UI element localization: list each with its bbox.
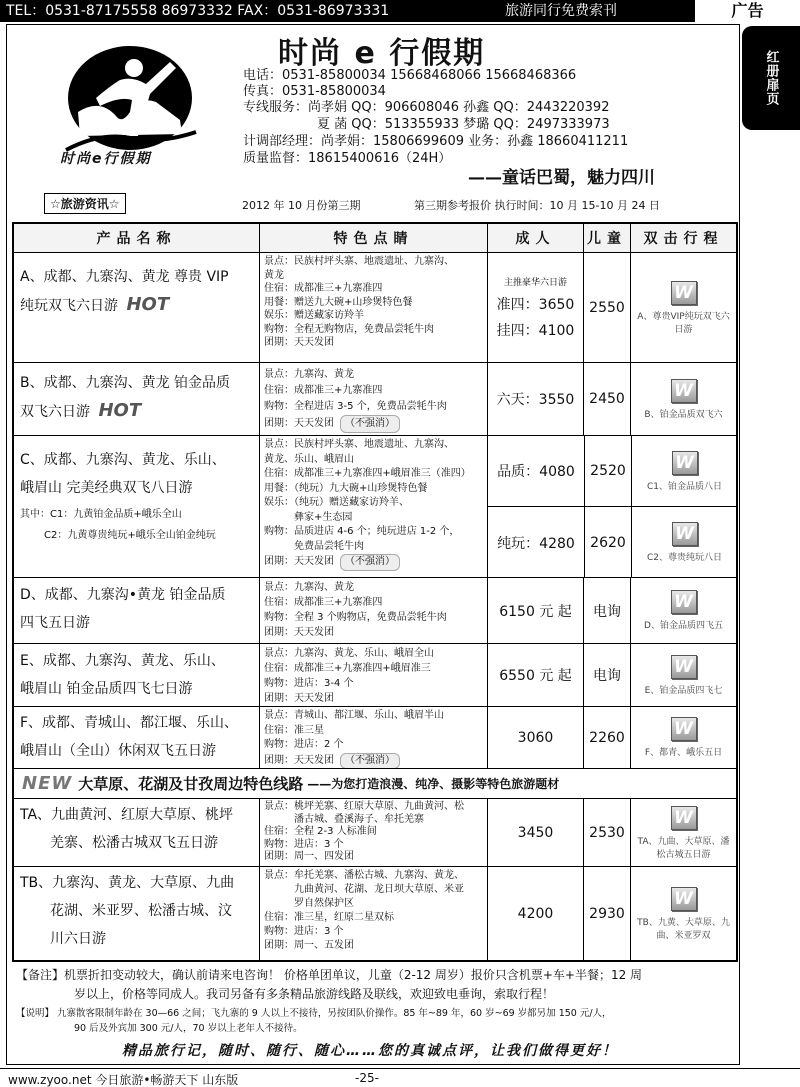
header-child: 儿童 bbox=[583, 224, 630, 252]
feature-line: 用餐：赠送九大碗+山珍煲特色餐 bbox=[264, 296, 413, 308]
no-forced-shopping-badge: （不强消） bbox=[340, 554, 400, 571]
price-table bbox=[12, 222, 738, 962]
notes-line: 90 后及外宾加 300 元/人，70 岁以上老年人不接待。 bbox=[74, 1023, 303, 1034]
feature-line: 用餐：（纯玩）九大碗+山珍煲特色餐 bbox=[264, 482, 428, 494]
word-doc-icon[interactable]: W bbox=[671, 806, 697, 830]
product-sub-line: C2：九黄尊贵纯玩+峨乐全山铂金纯玩 bbox=[44, 530, 216, 541]
feature-line: 黄龙 bbox=[264, 269, 284, 281]
feature-line: 景点：民族村坪头寨、地震遗址、九寨沟、 bbox=[264, 439, 454, 450]
footer-site: www.zyoo.net 今日旅游•畅游天下 山东版 bbox=[8, 1073, 239, 1087]
adult-price: 6150 元 起 bbox=[487, 578, 583, 643]
feature-line: 九曲黄河、花湖、龙日坝大草原、米亚 bbox=[294, 884, 464, 895]
feature-line: 住宿：成都准三+九寨准四 bbox=[264, 385, 383, 396]
sub-product-group bbox=[487, 436, 736, 577]
product-name-line: 纯玩双飞六日游 bbox=[20, 298, 118, 314]
table-row bbox=[14, 643, 736, 706]
table-header bbox=[14, 224, 736, 252]
word-doc-icon[interactable]: W bbox=[671, 379, 697, 403]
feature-line: 免费品尝牦牛肉 bbox=[294, 540, 364, 552]
contact-service-1: 专线服务：尚孝娟 QQ：906608046 孙鑫 QQ：2443220392 bbox=[243, 100, 610, 115]
feature-list bbox=[259, 867, 487, 960]
feature-line: 团期：周一、五发团 bbox=[264, 940, 354, 951]
child-price: 2260 bbox=[583, 707, 630, 768]
adult-price: 3060 bbox=[487, 707, 583, 768]
no-forced-shopping-badge: （不强消） bbox=[340, 415, 400, 433]
feature-list bbox=[259, 436, 487, 577]
feature-line: 购物：全程 3 个购物店，免费品尝牦牛肉 bbox=[264, 612, 447, 623]
feature-list bbox=[259, 363, 487, 435]
feature-line: 购物：全程进店 3-5 个，免费品尝牦牛肉 bbox=[264, 401, 447, 412]
price-value: 挂四：4100 bbox=[496, 323, 575, 339]
child-price: 电询 bbox=[583, 644, 630, 706]
price-value: 准四：3650 bbox=[496, 297, 575, 313]
feature-line: 团期：天天发团 bbox=[264, 418, 334, 429]
feature-line: 景点：民族村坪头寨、地震遗址、九寨沟、 bbox=[264, 256, 454, 267]
feature-line: 团期：天天发团 bbox=[264, 627, 334, 638]
feature-line: 住宿：准三星 bbox=[264, 724, 324, 736]
feature-line: 购物：进店：2 个 bbox=[264, 739, 344, 750]
feature-line: 购物：进店：3 个 bbox=[264, 838, 344, 850]
child-price: 2520 bbox=[584, 436, 631, 507]
child-price: 2550 bbox=[583, 253, 630, 362]
product-name bbox=[14, 644, 259, 706]
feature-line: 景点：九寨沟、黄龙、乐山、峨眉全山 bbox=[264, 648, 434, 659]
feature-line: 团期：天天发团 bbox=[264, 754, 334, 766]
feature-line: 娱乐：（纯玩）赠送藏家访羚羊、 bbox=[264, 497, 409, 508]
doc-label: F、都青、峨乐五日 bbox=[644, 748, 723, 758]
contact-fax: 传真：0531-85800034 bbox=[243, 84, 386, 99]
notes-section bbox=[12, 966, 738, 1036]
header-itinerary: 双击行程 bbox=[630, 224, 736, 252]
product-name bbox=[14, 867, 259, 960]
product-name bbox=[14, 799, 259, 866]
itinerary-doc-link[interactable] bbox=[630, 644, 736, 706]
itinerary-doc-link[interactable] bbox=[631, 507, 736, 577]
header-adult: 成人 bbox=[487, 224, 583, 252]
product-name-line: TB、九寨沟、黄龙、大草原、九曲 bbox=[20, 875, 235, 891]
header-feature: 特色点睛 bbox=[259, 224, 487, 252]
doc-label: TA、九曲、大草原、潘松古城五日游 bbox=[637, 836, 730, 860]
brand-logo bbox=[60, 40, 200, 165]
feature-line: 景点：桃坪羌寨、红原大草原、九曲黄河、松 bbox=[264, 801, 464, 812]
product-sub-line: 其中：C1：九黄铂金品质+峨乐全山 bbox=[20, 509, 182, 520]
table-row bbox=[14, 798, 736, 866]
product-name-line: TA、九曲黄河、红原大草原、桃坪 bbox=[20, 807, 234, 823]
adult-price: 6550 元 起 bbox=[487, 644, 583, 706]
child-price: 2930 bbox=[583, 867, 630, 960]
product-name-line: 四飞五日游 bbox=[20, 615, 90, 631]
motto: 精品旅行记，随时、随行、随心……您的真诚点评，让我们做得更好！ bbox=[122, 1043, 618, 1059]
news-tag: ☆旅游资讯☆ bbox=[44, 193, 126, 214]
feature-list bbox=[259, 578, 487, 643]
header-product: 产品名称 bbox=[14, 224, 259, 252]
news-bar bbox=[14, 193, 732, 215]
hot-badge: HOT bbox=[98, 400, 142, 421]
adult-price: 六天：3550 bbox=[487, 363, 583, 435]
product-name-line: 峨眉山 完美经典双飞八日游 bbox=[20, 480, 193, 496]
product-name-line: E、成都、九寨沟、黄龙、乐山、 bbox=[20, 653, 225, 669]
feature-list bbox=[259, 644, 487, 706]
new-badge: NEW bbox=[22, 773, 73, 794]
word-doc-icon[interactable]: W bbox=[671, 590, 697, 614]
table-row bbox=[14, 362, 736, 435]
feature-line: 住宿：成都准三+九寨准四 bbox=[264, 283, 383, 294]
feature-line: 团期：天天发团 bbox=[264, 337, 334, 348]
notes-line: 【说明】 九寨散客限制年龄在 30—66 之间；飞九寨的 9 人以上不接待，另按团队价操作。85 年~89 年，60 岁~69 岁都另加 150 元/人， bbox=[16, 1008, 612, 1019]
child-price: 2530 bbox=[583, 799, 630, 866]
feature-line: 潘古城、叠溪海子、牟托羌寨 bbox=[294, 813, 424, 825]
feature-line: 团期：天天发团 bbox=[264, 556, 334, 567]
adult-price: 3450 bbox=[487, 799, 583, 866]
feature-list bbox=[259, 707, 487, 768]
feature-line: 景点：牟托羌寨、潘松古城、九寨沟、黄龙、 bbox=[264, 870, 464, 881]
special-route-banner bbox=[14, 768, 736, 798]
feature-line: 景点：九寨沟、黄龙 bbox=[264, 582, 354, 593]
product-name-line: D、成都、九寨沟•黄龙 铂金品质 bbox=[20, 587, 226, 603]
contact-quality: 质量监督：18615400616（24H） bbox=[243, 151, 452, 166]
table-row bbox=[14, 866, 736, 960]
product-name-line: 羌寨、松潘古城双飞五日游 bbox=[50, 835, 218, 851]
product-name-line: A、成都、九寨沟、黄龙 尊贵 VIP bbox=[20, 269, 229, 285]
feature-line: 住宿：成都准三+九寨准四+峨眉准三 bbox=[264, 663, 431, 674]
feature-line: 景点：青城山、都江堰、乐山、峨眉半山 bbox=[264, 710, 444, 721]
word-doc-icon[interactable]: W bbox=[672, 451, 698, 475]
itinerary-doc-link[interactable] bbox=[630, 578, 736, 643]
itinerary-doc-link[interactable] bbox=[630, 363, 736, 435]
adult-price bbox=[487, 253, 583, 362]
product-name bbox=[14, 436, 259, 577]
itinerary-doc-link[interactable] bbox=[630, 253, 736, 362]
product-name-line: 峨眉山 铂金品质四飞七日游 bbox=[20, 681, 193, 697]
word-doc-icon[interactable]: W bbox=[672, 522, 698, 546]
itinerary-doc-link[interactable] bbox=[630, 799, 736, 866]
special-subtitle: ——为您打造浪漫、纯净、摄影等特色旅游题材 bbox=[307, 777, 560, 791]
product-name-line: F、成都、青城山、都江堰、乐山、 bbox=[20, 715, 239, 731]
product-name bbox=[14, 707, 259, 768]
page-number: -25- bbox=[355, 1071, 379, 1085]
table-row bbox=[14, 577, 736, 643]
adult-price: 品质：4080 bbox=[488, 436, 584, 507]
feature-line: 住宿：成都准三+九寨准四 bbox=[264, 597, 383, 608]
page-footer bbox=[0, 1068, 800, 1087]
feature-line: 彝家+生态园 bbox=[294, 511, 353, 523]
product-name-line: 花湖、米亚罗、松潘古城、汶 bbox=[50, 903, 232, 919]
word-doc-icon[interactable]: W bbox=[671, 655, 697, 679]
product-name-line: C、成都、九寨沟、黄龙、乐山、 bbox=[20, 452, 226, 468]
contact-service-2: 夏 菡 QQ：513355933 梦璐 QQ：2497333973 bbox=[317, 117, 610, 132]
child-price: 2450 bbox=[583, 363, 630, 435]
feature-line: 住宿：准三星，红原二星双标 bbox=[264, 912, 394, 923]
adult-price: 纯玩：4280 bbox=[497, 535, 575, 552]
itinerary-doc-link[interactable] bbox=[631, 436, 736, 507]
itinerary-doc-link[interactable] bbox=[630, 867, 736, 960]
top-contact-text: TEL：0531-87175558 86973332 FAX：0531-86973331 bbox=[6, 3, 390, 19]
product-name-line: 双飞六日游 bbox=[20, 404, 90, 420]
slogan: ——童话巴蜀，魅力四川 bbox=[468, 168, 655, 188]
news-period: 第三期参考报价 执行时间：10 月 15-10 月 24 日 bbox=[414, 199, 660, 212]
doc-label: D、铂金品质四飞五 bbox=[644, 621, 723, 631]
feature-line: 黄龙、乐山、峨眉山 bbox=[264, 453, 354, 465]
notes-line: 【备注】机票折扣变动较大，确认前请来电咨询！ 价格单团单议，儿童（2-12 周岁）报价只含机票+车+半餐；12 周 bbox=[16, 968, 643, 982]
feature-line: 罗自然保护区 bbox=[294, 898, 354, 909]
word-doc-icon[interactable]: W bbox=[671, 717, 697, 741]
child-price: 2620 bbox=[584, 507, 631, 577]
hot-badge: HOT bbox=[126, 294, 170, 315]
feature-line: 团期：周一、四发团 bbox=[264, 851, 354, 862]
doc-label: A、尊贵VIP纯玩双飞六日游 bbox=[637, 311, 730, 335]
contact-manager: 计调部经理：尚孝娟：15806699609 业务：孙鑫 18660411211 bbox=[243, 134, 629, 149]
table-row bbox=[14, 706, 736, 768]
no-forced-shopping-badge: （不强消） bbox=[340, 753, 400, 769]
adult-price: 4200 bbox=[487, 867, 583, 960]
doc-label: TB、九黄、大草原、九曲、米亚罗双 bbox=[637, 917, 730, 941]
news-issue: 2012 年 10 月份第三期 bbox=[242, 199, 361, 212]
feature-line: 娱乐：赠送藏家访羚羊 bbox=[264, 310, 364, 321]
feature-list bbox=[259, 253, 487, 362]
doc-label: E、铂金品质四飞七 bbox=[644, 685, 723, 696]
word-doc-icon[interactable]: W bbox=[671, 887, 697, 911]
feature-line: 购物：进店：3-4 个 bbox=[264, 678, 354, 689]
top-right-text: 旅游同行免费索刊 bbox=[505, 3, 617, 19]
product-name bbox=[14, 363, 259, 435]
side-tab: 红册扉页 bbox=[742, 26, 800, 130]
feature-line: 团期：天天发团 bbox=[264, 693, 334, 704]
product-name bbox=[14, 578, 259, 643]
feature-line: 购物：品质进店 4-6 个；纯玩进店 1-2 个， bbox=[264, 526, 460, 537]
top-contact-bar bbox=[0, 0, 800, 22]
feature-line: 景点：九寨沟、黄龙 bbox=[264, 369, 354, 380]
brand-name: 时尚 e 行假期 bbox=[278, 36, 486, 71]
feature-line: 购物：进店：3 个 bbox=[264, 926, 344, 937]
word-doc-icon[interactable]: W bbox=[671, 281, 697, 305]
doc-label: B、铂金品质双飞六 bbox=[644, 409, 723, 420]
contact-phone: 电话：0531-85800034 15668468066 15668468366 bbox=[243, 68, 577, 83]
product-name bbox=[14, 253, 259, 362]
special-title: 大草原、花湖及甘孜周边特色线路 bbox=[78, 775, 304, 793]
child-price: 电询 bbox=[583, 578, 630, 643]
ad-tag: 广告 bbox=[693, 0, 800, 22]
product-name-line: B、成都、九寨沟、黄龙 铂金品质 bbox=[20, 375, 231, 391]
feature-line: 购物：全程无购物店，免费品尝牦牛肉 bbox=[264, 323, 434, 335]
product-name-line: 峨眉山（全山）休闲双飞五日游 bbox=[20, 743, 216, 759]
table-row bbox=[14, 252, 736, 362]
doc-label: C2、尊贵纯玩八日 bbox=[646, 553, 722, 563]
product-name-line: 川六日游 bbox=[50, 931, 106, 947]
itinerary-doc-link[interactable] bbox=[630, 707, 736, 768]
feature-line: 住宿：全程 2-3 人标准间 bbox=[264, 826, 377, 837]
feature-list bbox=[259, 799, 487, 866]
price-note: 主推豪华六日游 bbox=[503, 278, 567, 288]
table-row bbox=[14, 435, 736, 577]
logo-text: 时尚e行假期 bbox=[60, 151, 152, 167]
doc-label: C1、铂金品质八日 bbox=[646, 481, 722, 492]
notes-line: 岁以上，价格等同成人。我司另备有多条精品旅游线路及联线，欢迎致电垂询，索取行程！ bbox=[74, 987, 555, 1001]
feature-line: 住宿：成都准三+九寨准四+峨眉准三（准四） bbox=[264, 468, 471, 479]
